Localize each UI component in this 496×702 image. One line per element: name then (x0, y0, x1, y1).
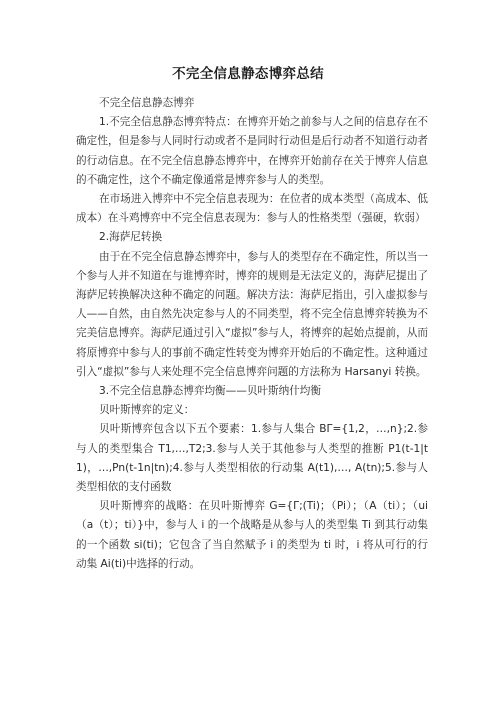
section-heading: 不完全信息静态博弈 (99, 97, 195, 109)
paragraph: 由于在不完全信息静态博弈中，参与人的类型存在不确定性，所以当一个参与人并不知道在与谁博弈时，博弈的规则是无法定义的，海萨尼提出了海萨尼转换解决这种不确定的问题。解决方法：海萨尼指出，引入虚拟参与人——自然，由自然先决定参与人的不同类型，将不完全信息博弈转换为不完美信息博弈。海萨尼通过引入“虚拟”参与人，将博弈的起始点提前，从而将原博弈中参与人的事前不确定性转变为博弈开始后的不确定性。这种通过引入“虚拟”参与人来处理不完全信息博弈问题的方法称为 Harsanyi 转换。 (76, 250, 428, 378)
paragraph: 贝叶斯博弈包含以下五个要素：1.参与人集合 BΓ={1,2，…,n};2.参与人的类型集合 T1,…,T2;3.参与人关于其他参与人类型的推断 P1(t-1|t1)，…,Pn(t-1n|tn);4.参与人类型相依的行动集 A(t1),…, A(tn);5.参与人类型相依的支付函数 (76, 423, 428, 494)
document-title: 不完全信息静态博弈总结 (172, 66, 324, 82)
paragraph: 贝叶斯博弈的战略：在贝叶斯博弈 G={Γ;(Ti)；（Pi）；（A（ti）；（ui（a（t）；ti）}中，参与人 i 的一个战略是从参与人的类型集 Ti 到其行动集的一个函数 si(ti)；它包含了当自然赋予 i 的类型为 ti 时，i 将从可行的行动集 Ai(ti)中选择的行动。 (76, 500, 428, 570)
section-heading: 3.不完全信息静态博弈均衡——贝叶斯纳什均衡 (99, 385, 321, 398)
subsection-heading: 贝叶斯博弈的定义： (99, 404, 195, 417)
document-body (76, 94, 428, 574)
section-heading: 2.海萨尼转换 (99, 231, 163, 244)
paragraph: 1.不完全信息静态博弈特点：在博弈开始之前参与人之间的信息存在不确定性，但是参与人同时行动或者不是同时行动但是后行动者不知道行动者的行动信息。在不完全信息静态博弈中，在博弈开始前存在关于博弈人信息的不确定性，这个不确定像通常是博弈参与人的类型。 (76, 116, 428, 186)
paragraph: 在市场进入博弈中不完全信息表现为：在位者的成本类型（高成本、低成本）在斗鸡博弈中不完全信息表现为：参与人的性格类型（强硬，软弱） (76, 193, 428, 225)
